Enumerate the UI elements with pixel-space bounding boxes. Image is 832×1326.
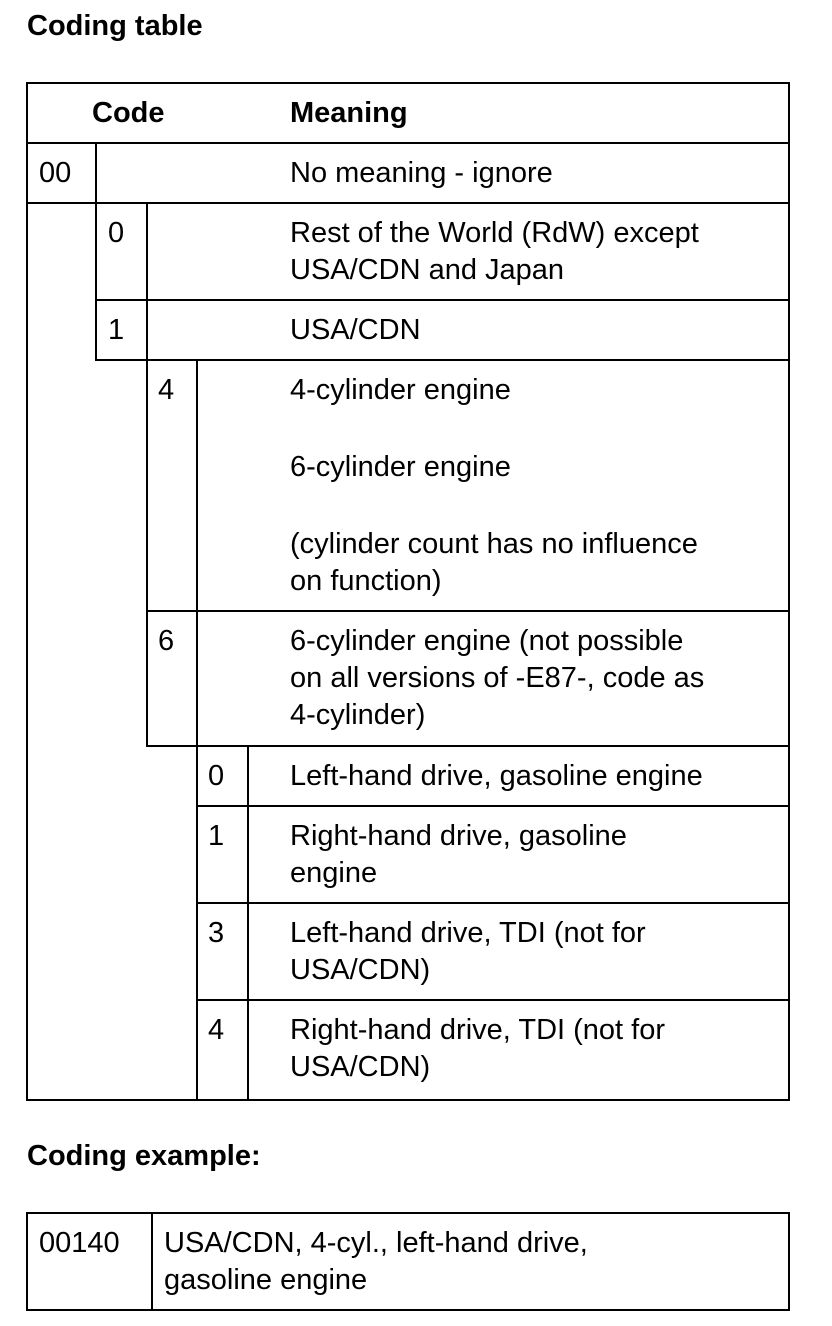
meaning-drive-3: Left-hand drive, TDI (not for USA/CDN)	[290, 917, 646, 986]
meaning-cyl-4-b: 6-cylinder engine	[290, 451, 511, 483]
coding-example-heading: Coding example:	[27, 1140, 261, 1172]
column-header-meaning: Meaning	[290, 97, 408, 129]
example-code: 00140	[39, 1227, 120, 1259]
meaning-drive-0: Left-hand drive, gasoline engine	[290, 760, 703, 792]
meaning-drive-1: Right-hand drive, gasoline engine	[290, 820, 627, 889]
code-drive-1: 1	[208, 820, 225, 852]
meaning-region-1: USA/CDN	[290, 314, 421, 346]
meaning-drive-4: Right-hand drive, TDI (not for USA/CDN)	[290, 1014, 666, 1083]
code-drive-0: 0	[208, 760, 225, 792]
code-drive-3: 3	[208, 917, 225, 949]
meaning-00: No meaning - ignore	[290, 157, 553, 189]
example-meaning: USA/CDN, 4-cyl., left-hand drive, gasoline engine	[164, 1227, 588, 1296]
meaning-cyl-6: 6-cylinder engine (not possible on all versions of -E87-, code as 4-cylinder)	[290, 625, 705, 731]
meaning-cyl-4-note: (cylinder count has no influence on function)	[290, 528, 698, 597]
column-header-code: Code	[92, 97, 165, 129]
code-cyl-4: 4	[158, 374, 175, 406]
code-cyl-6: 6	[158, 625, 175, 657]
code-region-0: 0	[108, 217, 125, 249]
meaning-region-0: Rest of the World (RdW) except USA/CDN and Japan	[290, 217, 699, 286]
coding-table-heading: Coding table	[27, 10, 203, 42]
code-00: 00	[39, 157, 72, 189]
code-drive-4: 4	[208, 1014, 225, 1046]
meaning-cyl-4-a: 4-cylinder engine	[290, 374, 511, 406]
code-region-1: 1	[108, 314, 125, 346]
